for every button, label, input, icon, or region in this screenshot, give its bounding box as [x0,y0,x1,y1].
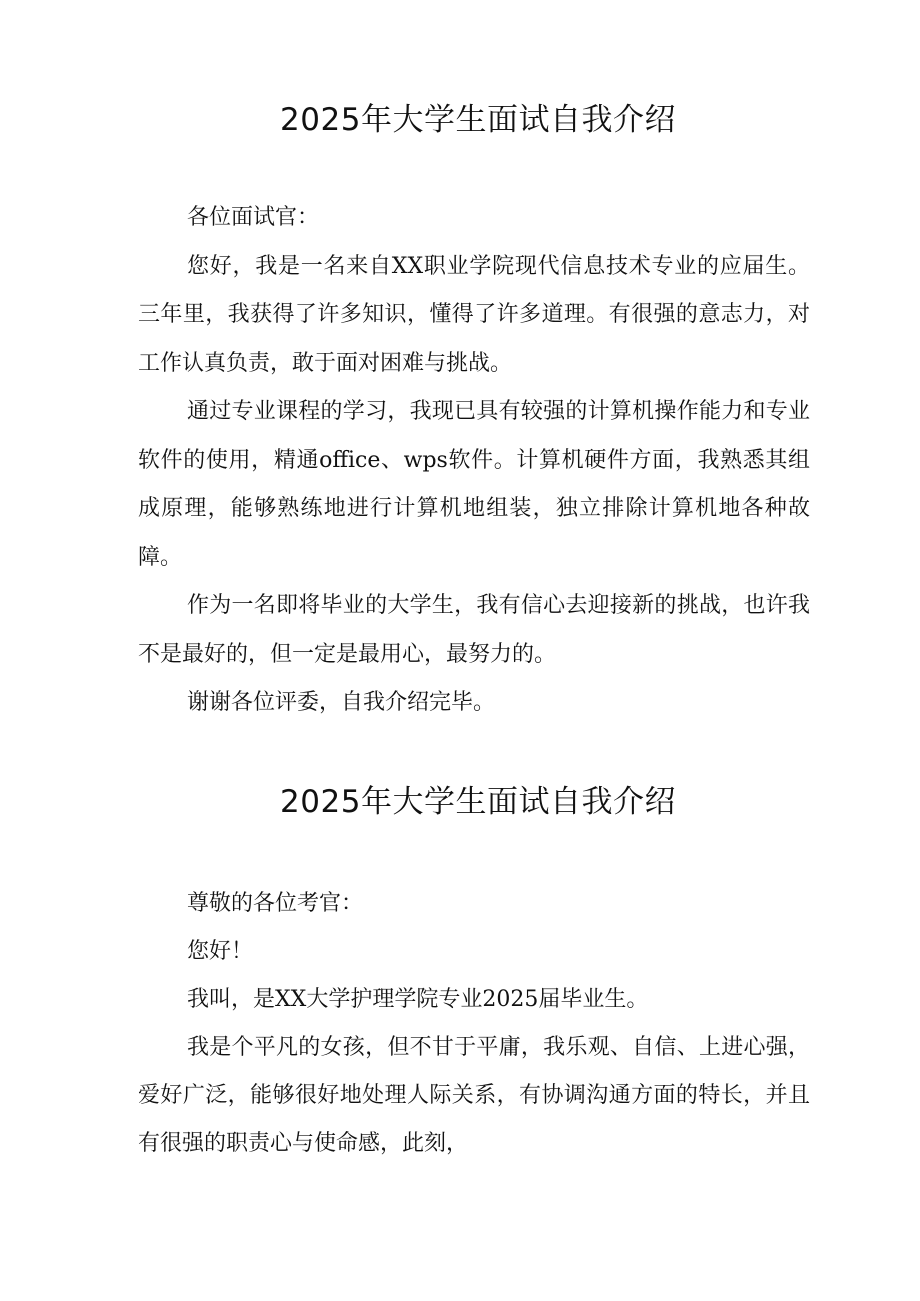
section-2-paragraph-hello: 您好！ [187,939,254,964]
intro-section-2 [138,778,810,1168]
section-1-paragraph-closing: 谢谢各位评委，自我介绍完毕。 [187,690,496,715]
section-1-paragraph-greeting: 各位面试官： [187,205,320,230]
intro-section-1 [138,96,810,728]
section-1-title: 2025年大学生面试自我介绍 [280,102,676,138]
section-2-paragraph-personality: 我是个平凡的女孩，但不甘于平庸，我乐观、自信、上进心强，爱好广泛，能够很好地处理人际关系，有协调沟通方面的特长，并且有很强的职责心与使命感，此刻， [138,1035,810,1156]
section-2-body [138,880,810,1168]
section-2-paragraph-name: 我叫，是XX大学护理学院专业2025届毕业生。 [187,987,649,1012]
section-1-paragraph-confidence: 作为一名即将毕业的大学生，我有信心去迎接新的挑战，也许我不是最好的，但一定是最用心，最努力的。 [138,593,810,667]
section-1-paragraph-skills: 通过专业课程的学习，我现已具有较强的计算机操作能力和专业软件的使用，精通office、wps软件。计算机硬件方面，我熟悉其组成原理，能够熟练地进行计算机地组装，独立排除计算机地各种故障。 [138,399,810,570]
section-1-paragraph-intro: 您好，我是一名来自XX职业学院现代信息技术专业的应届生。三年里，我获得了许多知识，懂得了许多道理。有很强的意志力，对工作认真负责，敢于面对困难与挑战。 [138,253,810,376]
section-1-body [138,194,810,728]
section-2-paragraph-greeting: 尊敬的各位考官： [187,891,364,916]
section-2-title: 2025年大学生面试自我介绍 [280,784,676,820]
